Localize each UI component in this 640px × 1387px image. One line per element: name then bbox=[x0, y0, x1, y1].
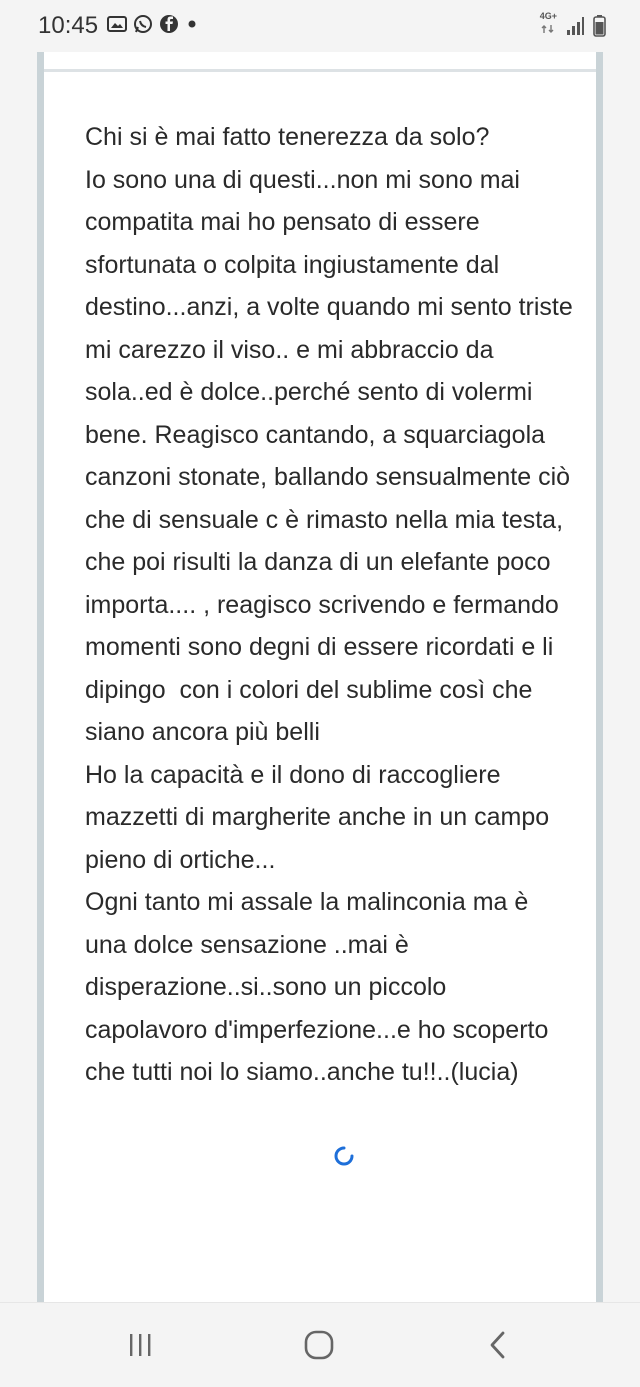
recent-apps-icon bbox=[125, 1331, 155, 1359]
gallery-icon bbox=[107, 15, 127, 33]
navigation-bar bbox=[0, 1302, 640, 1387]
home-icon bbox=[302, 1328, 336, 1362]
loading-spinner-icon bbox=[333, 1145, 355, 1167]
notification-icons bbox=[107, 14, 199, 34]
network-indicator bbox=[540, 12, 557, 39]
home-button[interactable] bbox=[297, 1325, 341, 1365]
post-card bbox=[37, 52, 603, 1302]
system-icons bbox=[540, 12, 606, 39]
facebook-icon bbox=[159, 14, 179, 34]
card-divider bbox=[44, 69, 596, 72]
status-bar bbox=[0, 0, 640, 52]
whatsapp-icon bbox=[133, 14, 153, 34]
post-text: Chi si è mai fatto tenerezza da solo? Io sono una di questi...non mi sono mai compatita mai ho pensato di essere sfortunata o colpita ingiustamente dal destino...anzi, a volte quando mi sento triste mi carezzo il viso.. e mi abbraccio da sola..ed è dolce..perché sento di volermi bene. Reagisco cantando, a squarciagola canzoni stonate, ballando sensualmente ciò che di sensuale c è rimasto nella mia testa, che poi risulti la danza di un elefante poco importa.... , reagisco scrivendo e fermando momenti sono degni di essere ricordati e li dipingo con i colori del sublime così che siano ancora più belli Ho la capacità e il dono di raccogliere mazzetti di margherite anche in un campo pieno di ortiche... Ogni tanto mi assale la malinconia ma è una dolce sensazione ..mai è disperazione..si..sono un piccolo capolavoro d'imperfezione...e ho scoperto che tutti noi lo siamo..anche tu!!..(lucia) bbox=[85, 123, 573, 1086]
dot-icon bbox=[185, 17, 199, 31]
status-time: 10:45 bbox=[38, 12, 99, 39]
data-arrows-icon bbox=[540, 24, 556, 34]
back-button[interactable] bbox=[476, 1325, 520, 1365]
network-type: 4G+ bbox=[539, 11, 557, 21]
back-icon bbox=[485, 1329, 511, 1361]
battery-icon bbox=[593, 15, 606, 37]
recent-apps-button[interactable] bbox=[118, 1325, 162, 1365]
signal-icon bbox=[565, 16, 585, 36]
